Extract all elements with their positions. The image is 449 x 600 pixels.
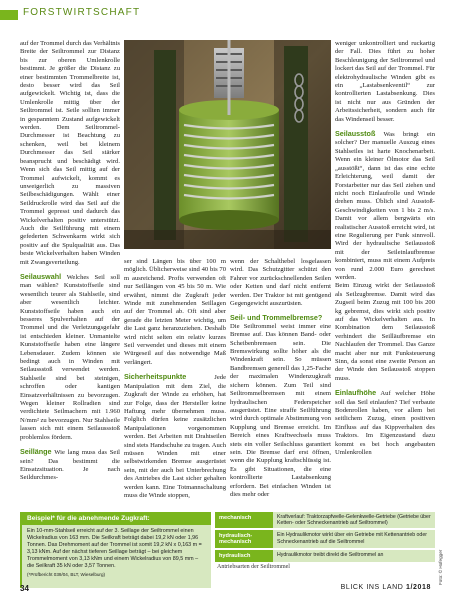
subheading-seilauswahl: Seilauswahl <box>20 271 62 281</box>
paragraph <box>335 389 435 457</box>
header-accent-bar <box>0 10 18 20</box>
magazine-footer <box>341 584 431 591</box>
issue-number: 1/2018 <box>405 584 431 591</box>
paragraph-text: Welches Seil soll man wählen? Kunststoffseile sind wesentlich teurer als Stahlseile, sind aber wesentlich leichter. Kunststoffseile haben auch ein besseres Spulverhalten auf der Trommel und die Verletzungsgefahr ist entschieden kleiner. Unmantelte Kunststoffseile haben eine längere Lebensdauer. Zudem können sie bedingt auch in Winden mit Seilaussstoß verwendet werden. Stahlseile sind bei steinigen, schroffen oder kantigen Einsatzverhältnissen zu bevorzugen. Wegen kleiner Rollradien sind verdichtete Seilmachern mit 1.960 N/mm² zu bevorzugen. Nur Stahlseile lassen sich mit einem Seilaussstoß problemlos fördern. <box>20 273 120 441</box>
table-row <box>215 550 435 562</box>
text-column-3 <box>230 258 331 504</box>
magazine-name: BLICK INS LAND <box>340 584 404 591</box>
paragraph: Beim Einzug wirkt der Seilausstoß als Seilzugbremse. Damit wird das Zugseil beim Zuzug mit 100 bis 200 kg gebremst, dies wirkt sich positiv auf das Wickelverhalten aus. In Kombination dem Seilausstoß verhindert die Seilläufbremse ein Nachlaufen der Trommel. Das Ganze macht aber nur mit Funksteuerung Sinn, da sonst eine zweite Person an der Winde den Seilausstoß stoppen muss. <box>335 282 435 382</box>
subheading-seilausstoss: Seilausstoß <box>335 129 376 139</box>
paragraph <box>124 373 226 500</box>
section-header <box>0 0 449 28</box>
paragraph: weniger unkontrolliert und ruckartig der Fall. Dies führt zu hoher Beschleunigung der Seiltrommel und lockert das Seil auf der Trommel. Für elektrohydraulische Winden gibt es ein „Lastabsenkventil“ zur kontrollierten Lastabsenkung. Dies ist nicht nur aus Gründen der Arbeitssicherheit, sondern auch für das Windenseil besser. <box>335 40 435 123</box>
infobox-text: Ein 10-mm-Stahlseil erreicht auf der 3. Seillage der Seiltrommel einen Wickelradius von 163 mm. Die Seilkraft beträgt dabei 19,2 kN oder 1,96 Tonnen. Das Drehmoment auf der Trommel ist somit 19,2 kN x 0,163 m = 3,13 kNm. Auf der nächst tieferen Seillage beträgt – bei gleichem Trommelmoment von 3,13 kNm und einem Wickelradius von 89,5 mm – die Seilkraft 35 kN oder 3,57 Tonnen. <box>27 528 202 569</box>
paragraph-text: Wie lang muss das Seil sein? Das bestimmt die Einsatzsituation. Je nach Seildurchmes- <box>20 449 120 482</box>
photo-winch-drum <box>124 40 331 249</box>
drive-label: hydraulisch <box>215 550 273 562</box>
paragraph: wenn der Schalthebel losgelassen wird. Das Schutzgitter schützt den Fahrer vor zurückschnellenden Seilen oder Ketten und darf nicht entfernt werden. Der Traktor ist mit genügend Gegengewicht auszurüsten. <box>230 258 331 308</box>
table-row <box>215 530 435 548</box>
table-caption: Antriebsarten der Seiltrommel <box>217 564 290 571</box>
infobox-title: Beispiel* für die abnehmende Zugkraft: <box>22 512 211 525</box>
section-title: FORSTWIRTSCHAFT <box>23 7 141 18</box>
text-column-2 <box>124 258 226 504</box>
drive-description: Kraftverlauf: Traktorzapfwelle-Gelenkwelle-Getriebe (Getriebe über Ketten- oder Schneckenantrieb auf Seiltrommel) <box>273 512 435 528</box>
drive-label: hydraulisch-mechanisch <box>215 530 273 548</box>
paragraph <box>335 130 435 282</box>
photo-credit: Foto: © Hofegger <box>438 549 443 585</box>
subheading-seillaenge: Seillänge <box>20 447 52 457</box>
paragraph: ser sind Längen bis über 100 m möglich. Üblicherweise sind 40 bis 70 m ausreichend. Profis verwenden oft nur Seillängen von 45 bis 50 m. Wie erwähnt, nimmt die Zugkraft jeder Winde mit zunehmenden Seillagen auf der Trommel ab. Oft sind aber gerade die letzten Meter wichtig, um die Last ganz heranzuziehen. Deshalb wird nicht selten ein relativ kurzes Seil verwendet und dieses mit einem Würgeseil auf das notwendige Maß verlängert. <box>124 258 226 366</box>
paragraph <box>20 448 120 483</box>
winch-photo-illustration <box>124 40 331 249</box>
text-column-4 <box>335 40 435 504</box>
paragraph: auf der Trommel durch das Verhältnis Breite der Seiltrommel zur Distanz bis zur oberen Umlenkrolle bestimmt. Je größer die Distanz zu einer bestimmten Trommelbreite ist, desto besser wird das Seil aufgewickelt. Wichtig ist, dass die Umlenkrolle mittig über der Seiltrommel ist. Seile sollten immer in gespanntem Zustand aufgewickelt werden. Dem Seiltrommel-Durchmesser ist Beachtung zu schenken, weil bei kleinem Durchmesser das Seil stärker beansprucht und beschädigt wird. Wenn sich das Seil mittig auf der Trommel aufwickelt, kommt es unweigerlich zu massiven Seilbeschädigungen. Wählt einer Seildruckrolle wird das Seil auf die Trommel gepresst und dadurch das Wickelverhalten positiv unterstützt. Auch die Seilführung mit einem gefederten Schwenkarm wirkt sich positiv auf die Spulqualität aus. Das beste Wickelverhalten haben Winden mit Zwangsverteilung. <box>20 40 120 266</box>
paragraph-text: Auf welcher Höhe soll das Seil einlaufen? Tief verbaute Bodenrollen haben, vor allem bei seitlichem Zuzug, einen positiven Einfluss auf das Kippverhalten des Traktors. Im Eigenzustand dazu kommt es bei hoch angebauten Umlenkrollen <box>335 390 435 457</box>
page-number: 34 <box>20 584 29 593</box>
paragraph-text: Was bringt ein solcher? Der manuelle Auszug eines Stahlseiles ist harte Knochenarbeit. Wenn ein kleiner Ölmotor das Seil „ausstößt“, dann ist das eine echte Erleichterung, weil damit der Forstarbeiter nur das Seil ziehen und nicht noch Einlaufrolle und Winde drehen muss. Üblich sind Ausstoß-Geschwindigkeiten von 1 bis 2 m/s. Damit vor allem bergwärts ein realistischer Ausstoß erreicht wird, ist eine Regulierung per Funk sinnvoll. Wird der hydraulische Seilausstoß mit der Seileinlaufbremse kombiniert, muss mit einem Aufpreis von rund 2.000 Euro gerechnet werden. <box>335 131 435 281</box>
infobox-note: (*Prüfbericht 039/04, BLT, Wieselburg) <box>27 572 106 577</box>
subheading-seil-trommelbremse: Seil- und Trommelbremse? <box>230 313 323 323</box>
subheading-sicherheitspunkte: Sicherheitspunkte <box>124 372 187 382</box>
drive-label: mechanisch <box>215 512 273 528</box>
subheading-einlaufhoehe: Einlaufhöhe <box>335 388 377 398</box>
table-row <box>215 512 435 528</box>
infobox-body <box>22 525 211 581</box>
paragraph-text: Jede Manipulation mit dem Ziel, die Zugkraft der Winde zu erhöhen, hat zur Folge, dass der Hersteller keine Haftung mehr übernehmen muss. Folglich dürfen keine zusätzlichen Manipulationen vorgenommen werden. Bei Arbeiten mit Drahtseilen sind stets Handschuhe zu tragen. Auch müssen Winden mit einer selbstwirkenden Bremse ausgerüstet sein, mit der auch bei Unterbrechung des Antriebes die Last sicher gehalten werden kann. Eine Totmannschaltung muss die Winde stoppen, <box>124 374 226 499</box>
paragraph: Die Seiltrommel weist immer eine Bremse auf. Das können Band- oder Scheibenbremsen sein. Die Bremswirkung sollte höher als die Windenkraft sein. So müssen Bandbremsen generell das 1,25-Fache der maximalen Windenzugkraft sichern können. Zum Teil sind Seiltrommelbremsen mit einem hydraulischen Federspeicher ausgerüstet. Eine straffe Seilführung wird durch optimale Abstimmung von Kupplung und Bremse erreicht. Im Bereich eines Kraftwechsels muss stets ein voller Seilschluss garantiert sein. Die Bremse darf erst öffnen, wenn die Kupplung kraftschlüssig ist. Es gibt Situationen, die eine kontrollierte Lastabsenkung erfordern. Bei einfachen Winden ist dies mehr oder <box>230 322 331 498</box>
paragraph <box>20 273 120 442</box>
drive-types-table <box>215 512 435 588</box>
text-column-1 <box>20 40 120 504</box>
example-infobox <box>20 512 211 588</box>
drive-description: Ein Hydraulikmotor wirkt über ein Getriebe mit Kettenantrieb oder Schneckenantrieb auf die Seiltrommel <box>273 530 435 548</box>
drive-description: Hydraulikmotor treibt direkt die Seiltrommel an <box>273 550 435 562</box>
